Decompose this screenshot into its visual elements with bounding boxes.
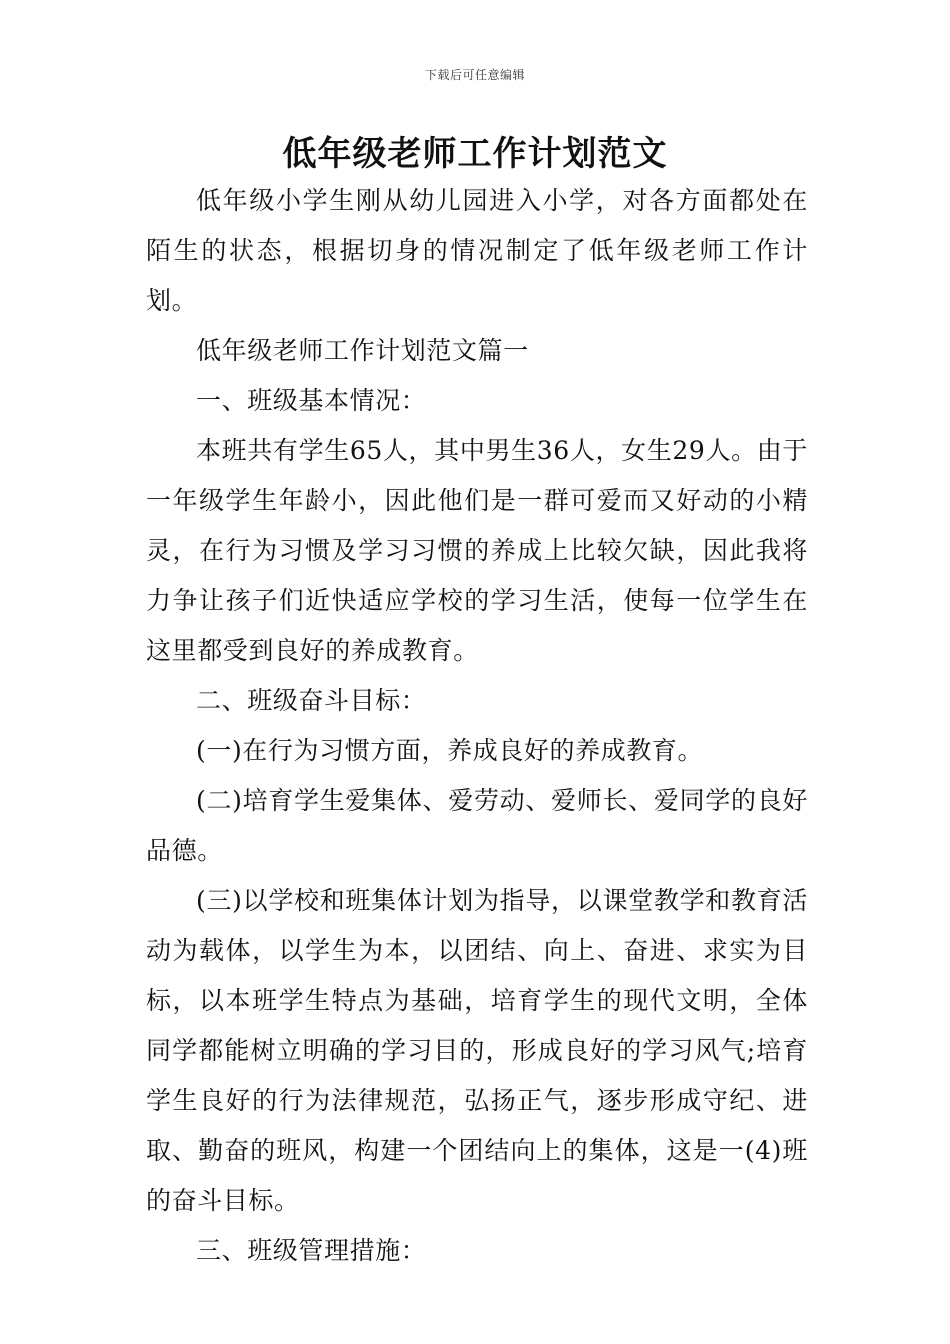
paragraph: 本班共有学生65人，其中男生36人，女生29人。由于一年级学生年龄小，因此他们是一群可爱而又好动的小精灵，在行为习惯及学习习惯的养成上比较欠缺，因此我将力争让孩子们近快适应学校的学习生活，使每一位学生在这里都受到良好的养成教育。 [146, 436, 808, 665]
list-item: (一)在行为习惯方面，养成良好的养成教育。 [196, 736, 704, 765]
document-title: 低年级老师工作计划范文 [282, 134, 668, 174]
section-heading: 三、班级管理措施： [196, 1236, 427, 1265]
section-heading: 低年级老师工作计划范文篇一 [196, 336, 529, 365]
list-item: (三)以学校和班集体计划为指导，以课堂教学和教育活动为载体，以学生为本，以团结、向上、奋进、求实为目标，以本班学生特点为基础，培育学生的现代文明，全体同学都能树立明确的学习目的，形成良好的学习风气;培育学生良好的行为法律规范，弘扬正气，逐步形成守纪、进取、勤奋的班风，构建一个团结向上的集体，这是一(4)班的奋斗目标。 [146, 886, 808, 1215]
section-heading: 一、班级基本情况： [196, 386, 427, 415]
document-body [146, 176, 808, 1276]
section-heading: 二、班级奋斗目标： [196, 686, 427, 715]
paragraph: 低年级小学生刚从幼儿园进入小学，对各方面都处在陌生的状态，根据切身的情况制定了低年级老师工作计划。 [146, 186, 808, 315]
header-note: 下载后可任意编辑 [424, 68, 525, 82]
list-item: (二)培育学生爱集体、爱劳动、爱师长、爱同学的良好品德。 [146, 786, 808, 865]
